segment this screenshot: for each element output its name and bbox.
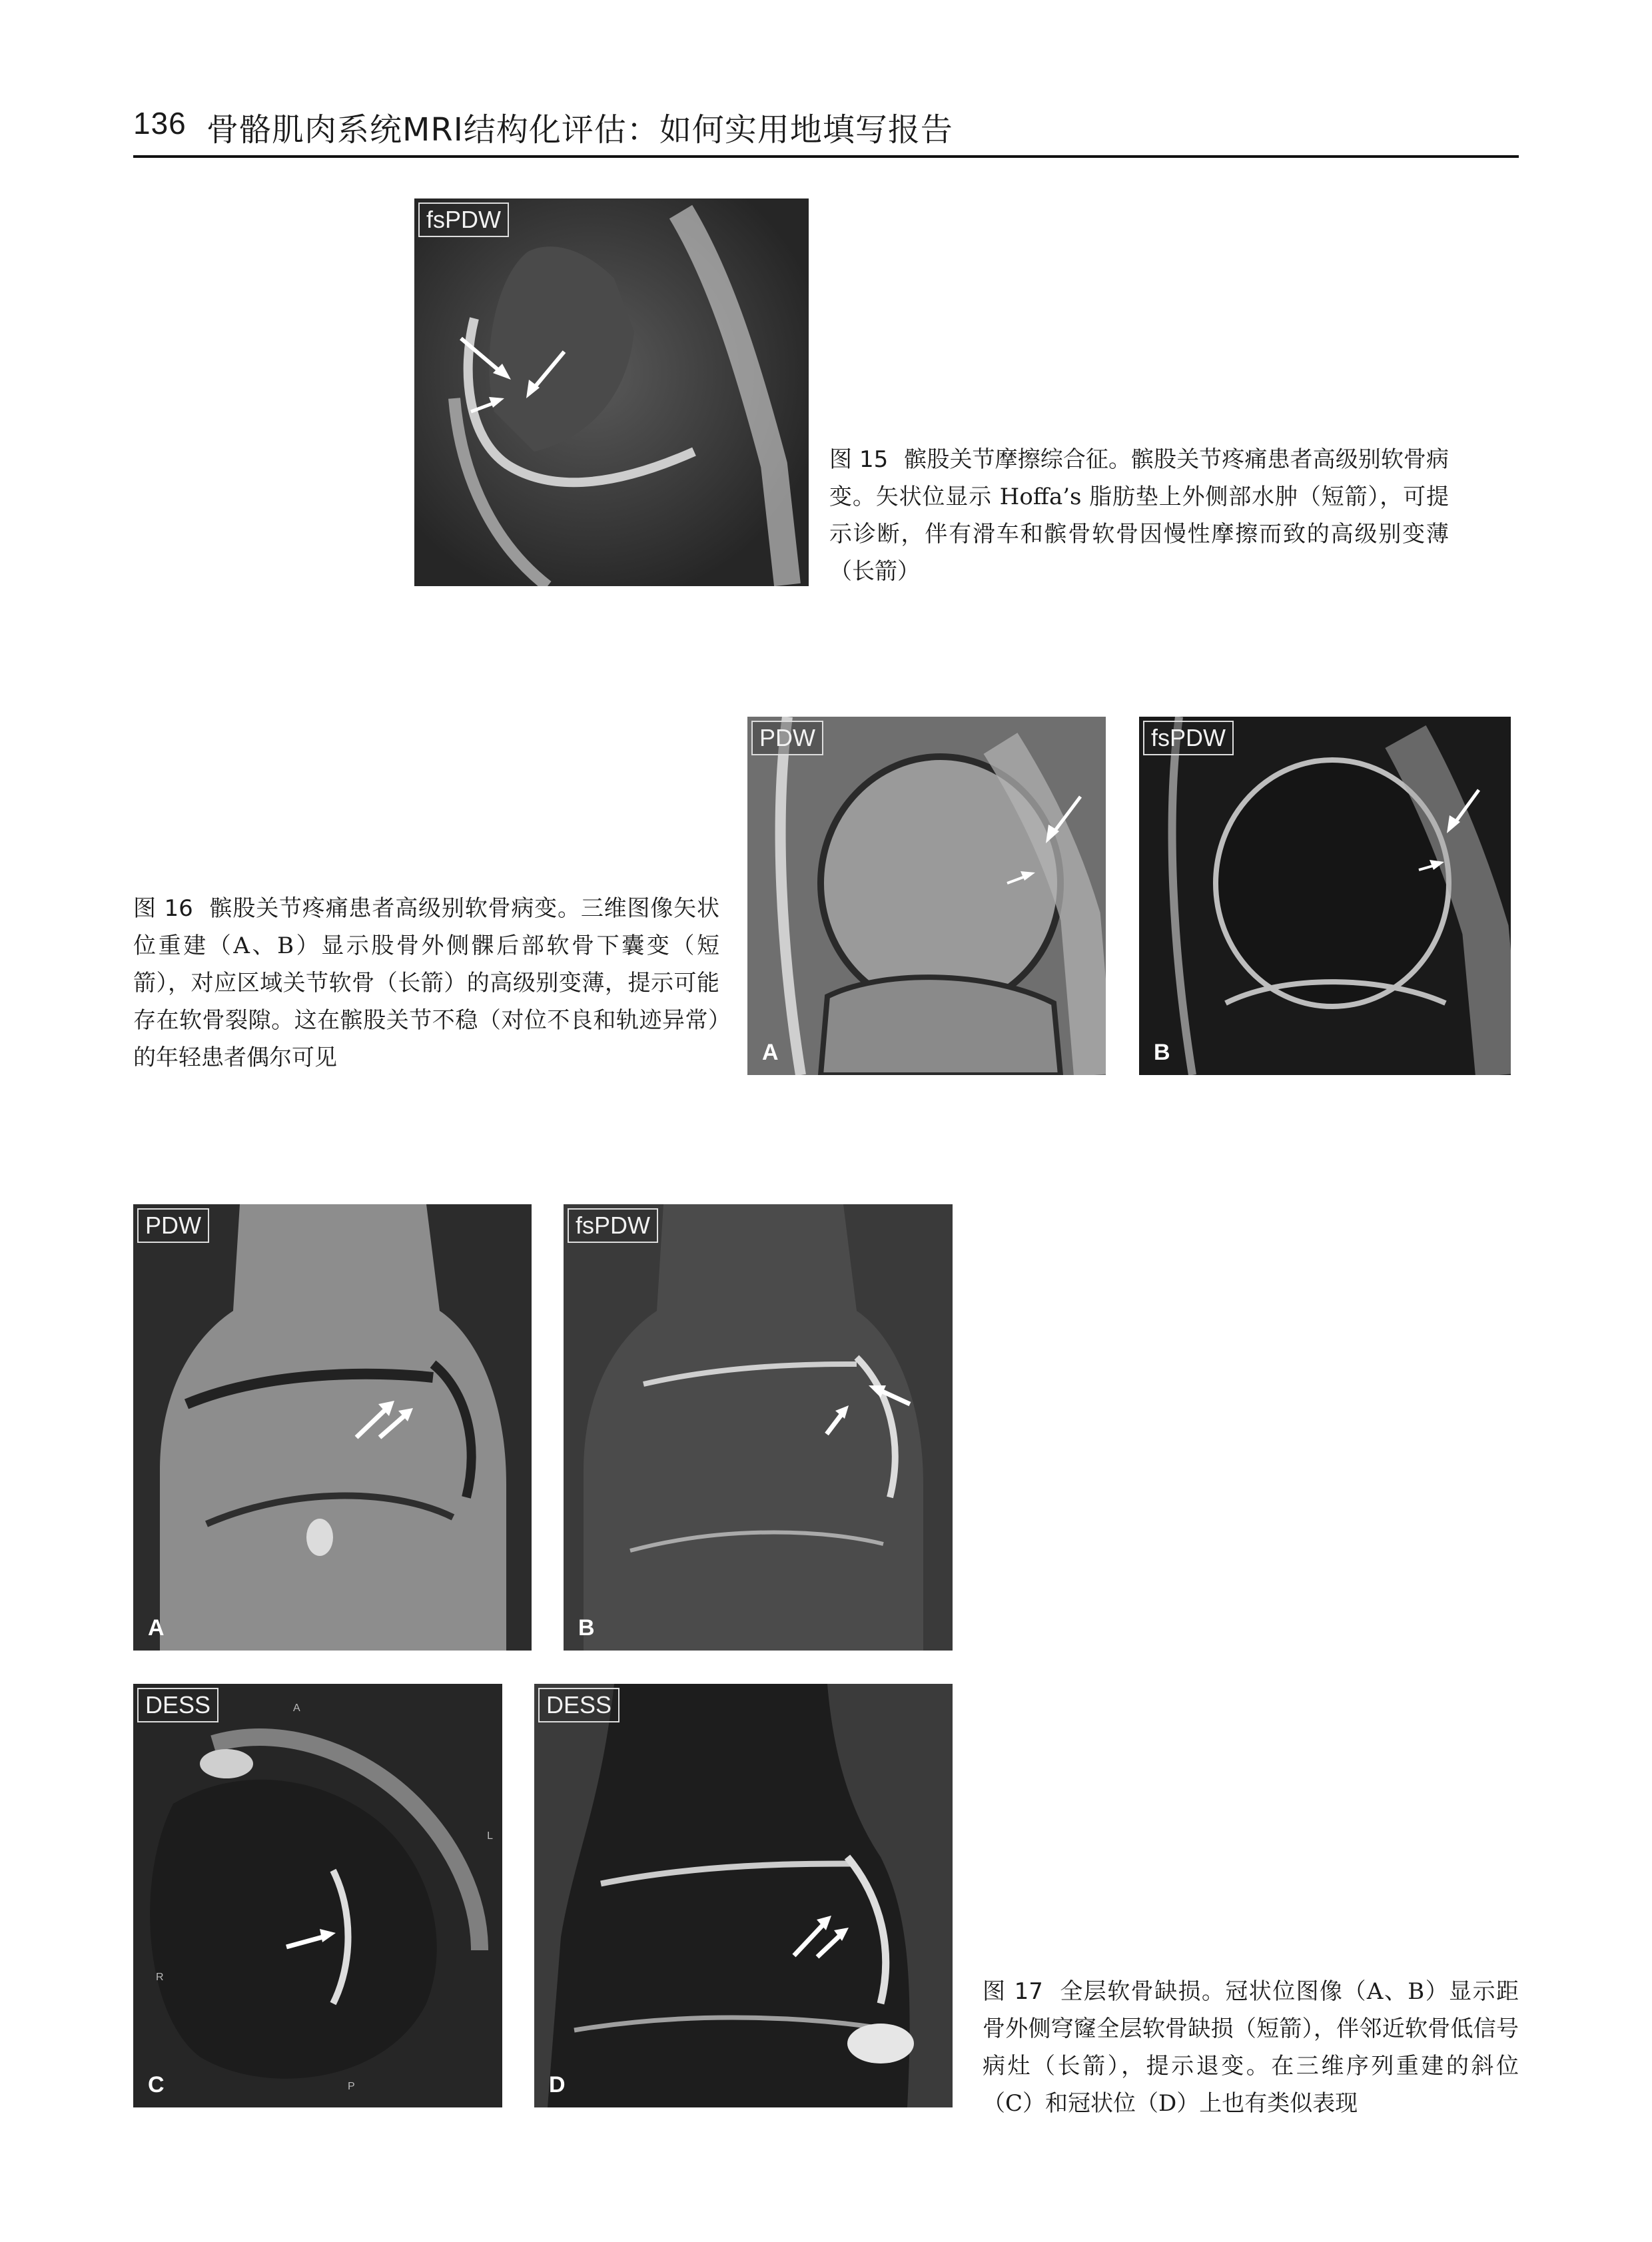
fig15-number: 图 15 bbox=[829, 446, 889, 473]
fig17-panel-a bbox=[133, 1204, 532, 1651]
orientation-right: L bbox=[487, 1830, 493, 1842]
fig17-panel-c bbox=[133, 1684, 502, 2107]
sequence-label: DESS bbox=[538, 1688, 620, 1722]
fig17-caption bbox=[983, 1973, 1519, 2122]
fig17-caption-text: 全层软骨缺损。冠状位图像（A、B）显示距骨外侧穹窿全层软骨缺损（短箭），伴邻近软骨低信号病灶（长箭），提示退变。在三维序列重建的斜位（C）和冠状位（D）上也有类似表现 bbox=[983, 1978, 1519, 2117]
orientation-top: A bbox=[293, 1702, 300, 1714]
panel-letter: A bbox=[762, 1040, 779, 1065]
panel-letter: A bbox=[148, 1615, 165, 1641]
orientation-left: R bbox=[156, 1972, 164, 1983]
panel-letter: C bbox=[148, 2072, 165, 2097]
panel-letter: D bbox=[549, 2072, 566, 2097]
header-rule bbox=[133, 155, 1519, 158]
sequence-label: PDW bbox=[751, 721, 823, 755]
fig16-panel-b bbox=[1139, 717, 1511, 1075]
fig17-panel-b bbox=[564, 1204, 953, 1651]
fig15-caption bbox=[829, 441, 1449, 590]
running-header bbox=[133, 100, 1519, 160]
fig17-number: 图 17 bbox=[983, 1978, 1043, 2005]
book-title: 骨骼肌肉系统MRI结构化评估：如何实用地填写报告 bbox=[206, 111, 953, 149]
sequence-label: fsPDW bbox=[568, 1208, 658, 1243]
fig15-mri-image bbox=[414, 198, 809, 586]
sequence-label: fsPDW bbox=[1143, 721, 1234, 755]
fig15-caption-text: 髌股关节摩擦综合征。髌股关节疼痛患者高级别软骨病变。矢状位显示 Hoffa’s 脂肪垫上外侧部水肿（短箭），可提示诊断，伴有滑车和髌骨软骨因慢性摩擦而致的高级别变薄（长箭） bbox=[829, 446, 1449, 585]
fig16-panel-a bbox=[747, 717, 1106, 1075]
panel-letter: B bbox=[578, 1615, 595, 1641]
sequence-label: fsPDW bbox=[418, 202, 509, 237]
orientation-bottom: P bbox=[348, 2081, 355, 2092]
panel-letter: B bbox=[1154, 1040, 1170, 1065]
fig16-caption bbox=[133, 890, 719, 1076]
sequence-label: PDW bbox=[137, 1208, 209, 1243]
sequence-label: DESS bbox=[137, 1688, 218, 1722]
fig16-caption-text: 髌股关节疼痛患者高级别软骨病变。三维图像矢状位重建（A、B）显示股骨外侧髁后部软骨下囊变（短箭），对应区域关节软骨（长箭）的高级别变薄，提示可能存在软骨裂隙。这在髌股关节不稳（对位不良和轨迹异常）的年轻患者偶尔可见 bbox=[133, 895, 719, 1071]
fig17-panel-d bbox=[534, 1684, 953, 2107]
page-number: 136 bbox=[133, 106, 187, 141]
fig16-number: 图 16 bbox=[133, 895, 193, 922]
